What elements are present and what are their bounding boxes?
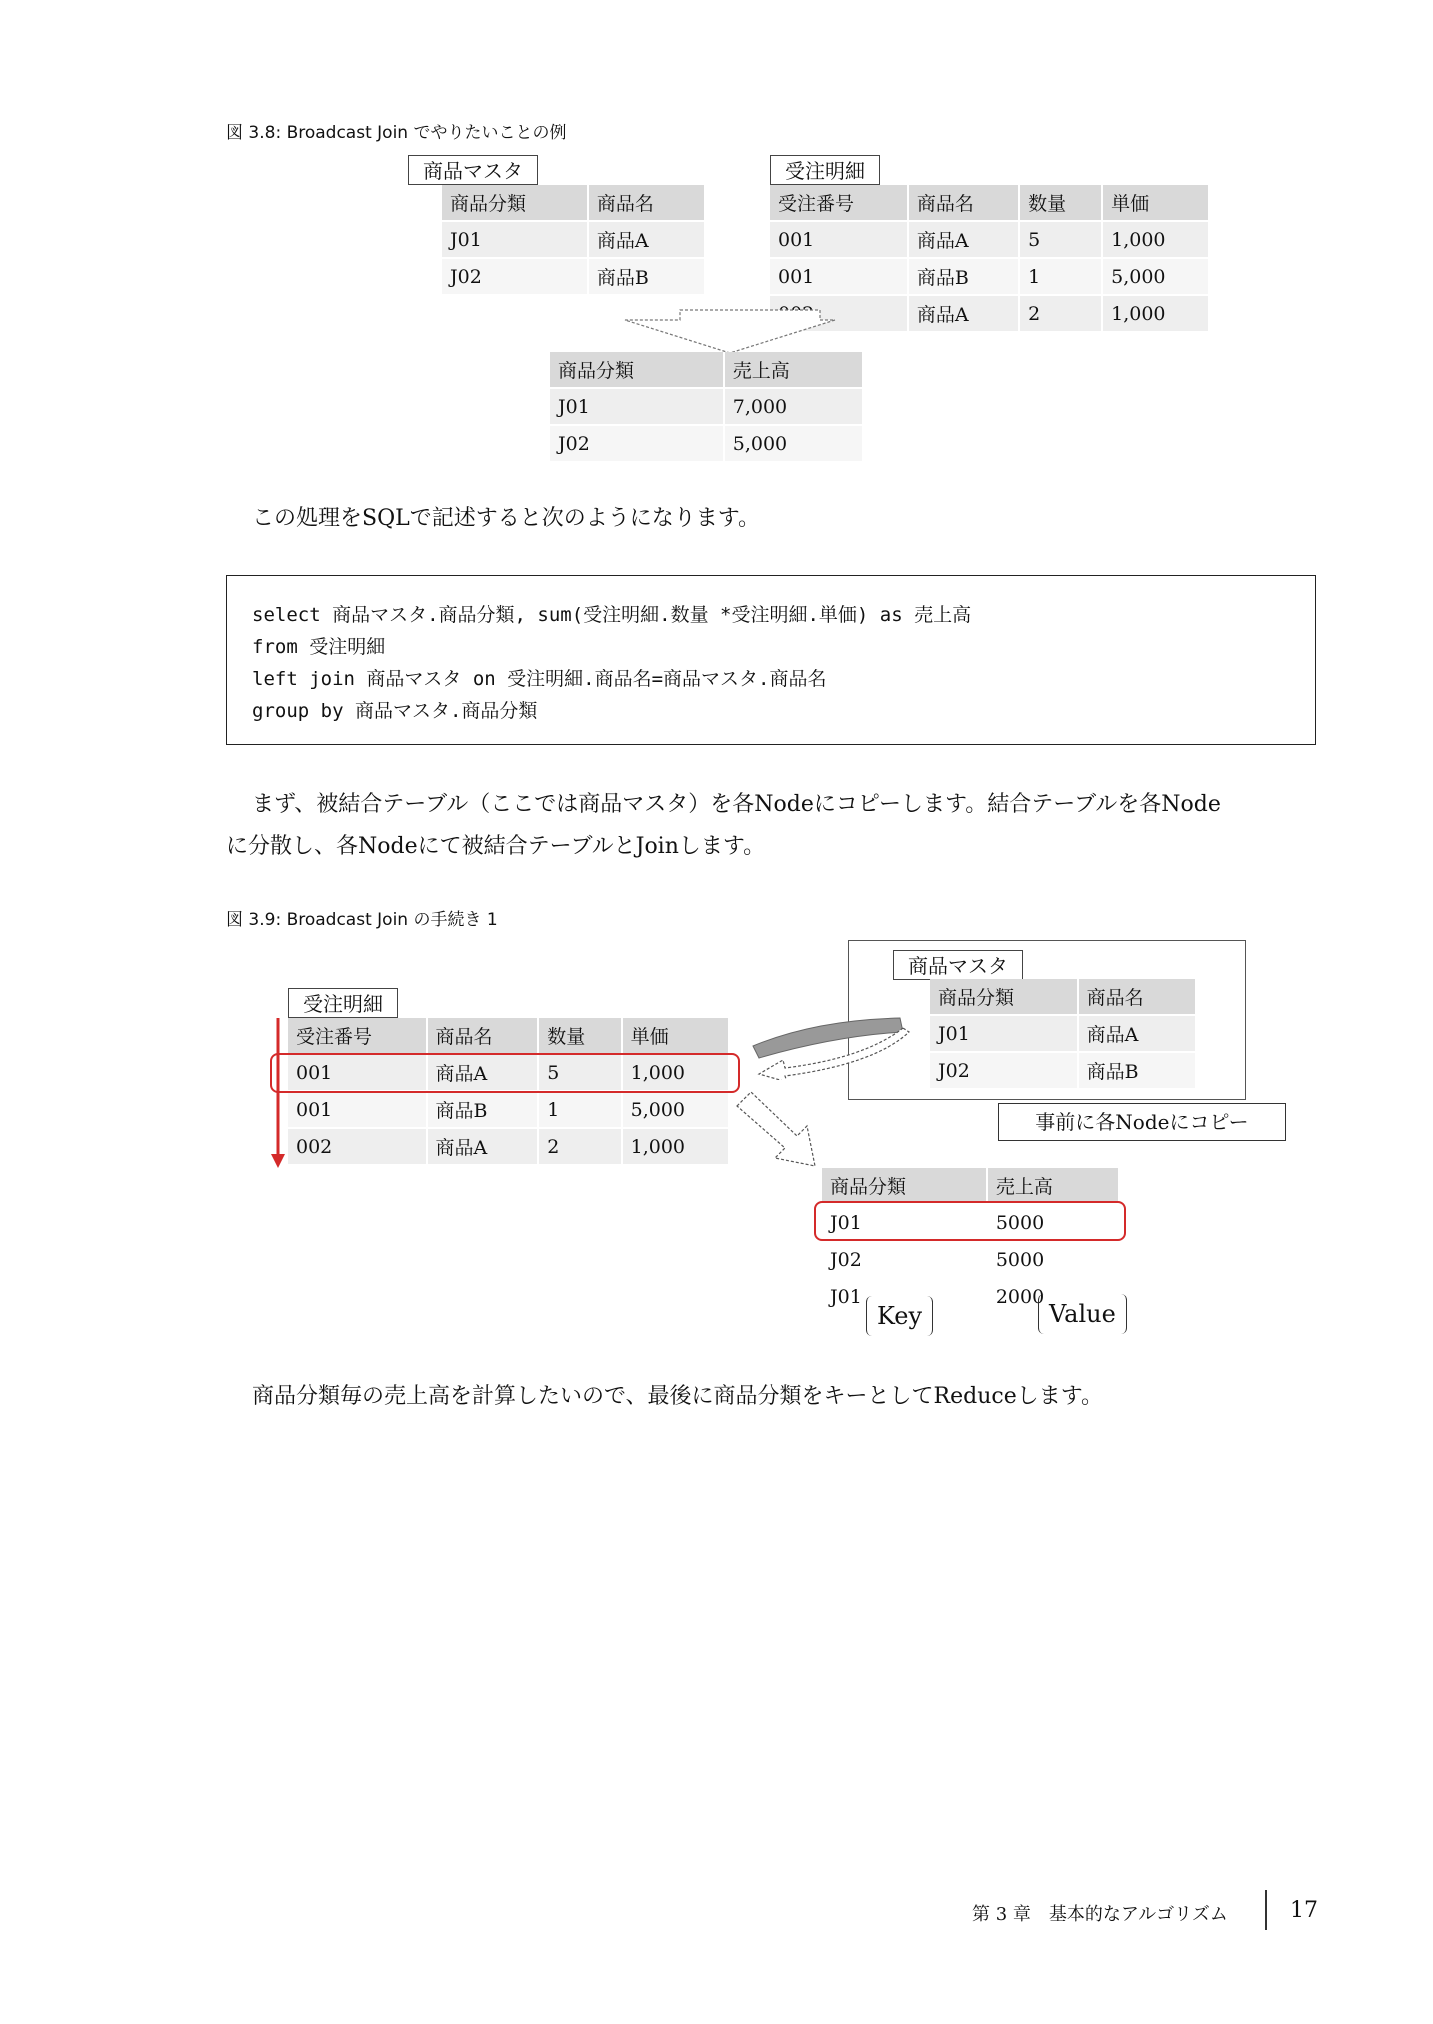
- paragraph: この処理をSQLで記述すると次のようになります。: [252, 506, 760, 531]
- table-cell: 001: [770, 221, 908, 258]
- paragraph-line: まず、被結合テーブル（ここでは商品マスタ）を各Nodeにコピーします。結合テーブルを各Node: [252, 792, 1221, 817]
- table-cell: 商品A: [588, 221, 704, 258]
- paragraph: 商品分類毎の売上高を計算したいので、最後に商品分類をキーとしてReduceします。: [252, 1384, 1103, 1409]
- orders-table-title: 受注明細: [288, 988, 398, 1018]
- master-table: [930, 979, 1195, 1090]
- table-cell: 2: [538, 1128, 621, 1165]
- table-cell: 2000: [987, 1278, 1118, 1315]
- master-table: [442, 185, 704, 296]
- table-cell: 002: [288, 1128, 427, 1165]
- table-cell: 001: [288, 1091, 427, 1128]
- table-cell: 7,000: [724, 388, 862, 425]
- table-cell: 商品A: [427, 1128, 539, 1165]
- table-header: 商品名: [1078, 979, 1195, 1015]
- code-block: [226, 575, 1316, 745]
- footer-divider: [1265, 1890, 1267, 1930]
- code-line: left join 商品マスタ on 受注明細.商品名=商品マスタ.商品名: [252, 668, 827, 690]
- table-cell: 1,000: [1102, 221, 1208, 258]
- highlight-row-box: [270, 1053, 740, 1093]
- paragraph-line: に分散し、各Nodeにて被結合テーブルとJoinします。: [226, 834, 766, 859]
- table-cell: J02: [930, 1052, 1078, 1089]
- lookup-arrow-icon: [745, 1010, 925, 1080]
- table-cell: 商品A: [427, 1054, 539, 1091]
- table-header: 数量: [1019, 185, 1102, 221]
- table-cell: J01: [550, 388, 724, 425]
- table-header: 売上高: [987, 1168, 1118, 1204]
- table-cell: 5,000: [622, 1091, 728, 1128]
- table-header: 単価: [622, 1018, 728, 1054]
- table-header: 商品分類: [930, 979, 1078, 1015]
- copy-note-box: 事前に各Nodeにコピー: [998, 1103, 1286, 1141]
- result-table: [550, 352, 862, 463]
- code-line: select 商品マスタ.商品分類, sum(受注明細.数量 *受注明細.単価) as 売上高: [252, 604, 972, 626]
- table-cell: J01: [822, 1278, 987, 1315]
- table-cell: 5000: [987, 1241, 1118, 1278]
- code-line: from 受注明細: [252, 636, 386, 658]
- table-cell: 5,000: [724, 425, 862, 462]
- table-cell: J01: [930, 1015, 1078, 1052]
- table-header: 商品分類: [550, 352, 724, 388]
- value-label: Value: [1038, 1294, 1127, 1334]
- table-cell: 商品B: [427, 1091, 539, 1128]
- table-cell: J02: [442, 258, 588, 295]
- table-cell: 5: [1019, 221, 1102, 258]
- table-cell: 1: [538, 1091, 621, 1128]
- highlight-row-box: [814, 1201, 1126, 1241]
- table-cell: 5: [538, 1054, 621, 1091]
- output-arrow-icon: [735, 1090, 825, 1170]
- master-table-title: 商品マスタ: [893, 950, 1023, 980]
- table-cell: 001: [770, 258, 908, 295]
- table-cell: J01: [822, 1204, 987, 1241]
- table-cell: 2: [1019, 295, 1102, 332]
- figure-caption-3-8: 図 3.8: Broadcast Join でやりたいことの例: [226, 123, 567, 143]
- table-cell: J01: [442, 221, 588, 258]
- table-cell: 5,000: [1102, 258, 1208, 295]
- table-header: 商品名: [427, 1018, 539, 1054]
- page-number: 17: [1290, 1898, 1318, 1923]
- table-header: 受注番号: [288, 1018, 427, 1054]
- table-header: 単価: [1102, 185, 1208, 221]
- table-cell: J02: [550, 425, 724, 462]
- table-cell: 1: [1019, 258, 1102, 295]
- table-header: 商品分類: [822, 1168, 987, 1204]
- key-label: Key: [866, 1296, 933, 1336]
- table-cell: 001: [288, 1054, 427, 1091]
- table-cell: J02: [822, 1241, 987, 1278]
- table-cell: 商品A: [908, 221, 1019, 258]
- table-cell: 商品B: [908, 258, 1019, 295]
- figure-caption-3-9: 図 3.9: Broadcast Join の手続き 1: [226, 910, 498, 930]
- table-cell: 商品A: [1078, 1015, 1195, 1052]
- table-cell: 5000: [987, 1204, 1118, 1241]
- table-cell: 商品B: [1078, 1052, 1195, 1089]
- table-header: 商品名: [908, 185, 1019, 221]
- table-header: 売上高: [724, 352, 862, 388]
- table-cell: 1,000: [622, 1054, 728, 1091]
- merge-arrow-icon: [620, 308, 840, 356]
- footer-chapter: 第 3 章 基本的なアルゴリズム: [972, 1904, 1228, 1925]
- table-cell: 1,000: [1102, 295, 1208, 332]
- master-table-title: 商品マスタ: [408, 155, 538, 185]
- table-cell: 商品A: [908, 295, 1019, 332]
- orders-table-title: 受注明細: [770, 155, 880, 185]
- table-cell: 1,000: [622, 1128, 728, 1165]
- table-header: 商品名: [588, 185, 704, 221]
- scan-direction-arrow-icon: [268, 1018, 288, 1170]
- table-cell: 商品B: [588, 258, 704, 295]
- table-header: 数量: [538, 1018, 621, 1054]
- table-header: 商品分類: [442, 185, 588, 221]
- code-line: group by 商品マスタ.商品分類: [252, 700, 538, 722]
- table-header: 受注番号: [770, 185, 908, 221]
